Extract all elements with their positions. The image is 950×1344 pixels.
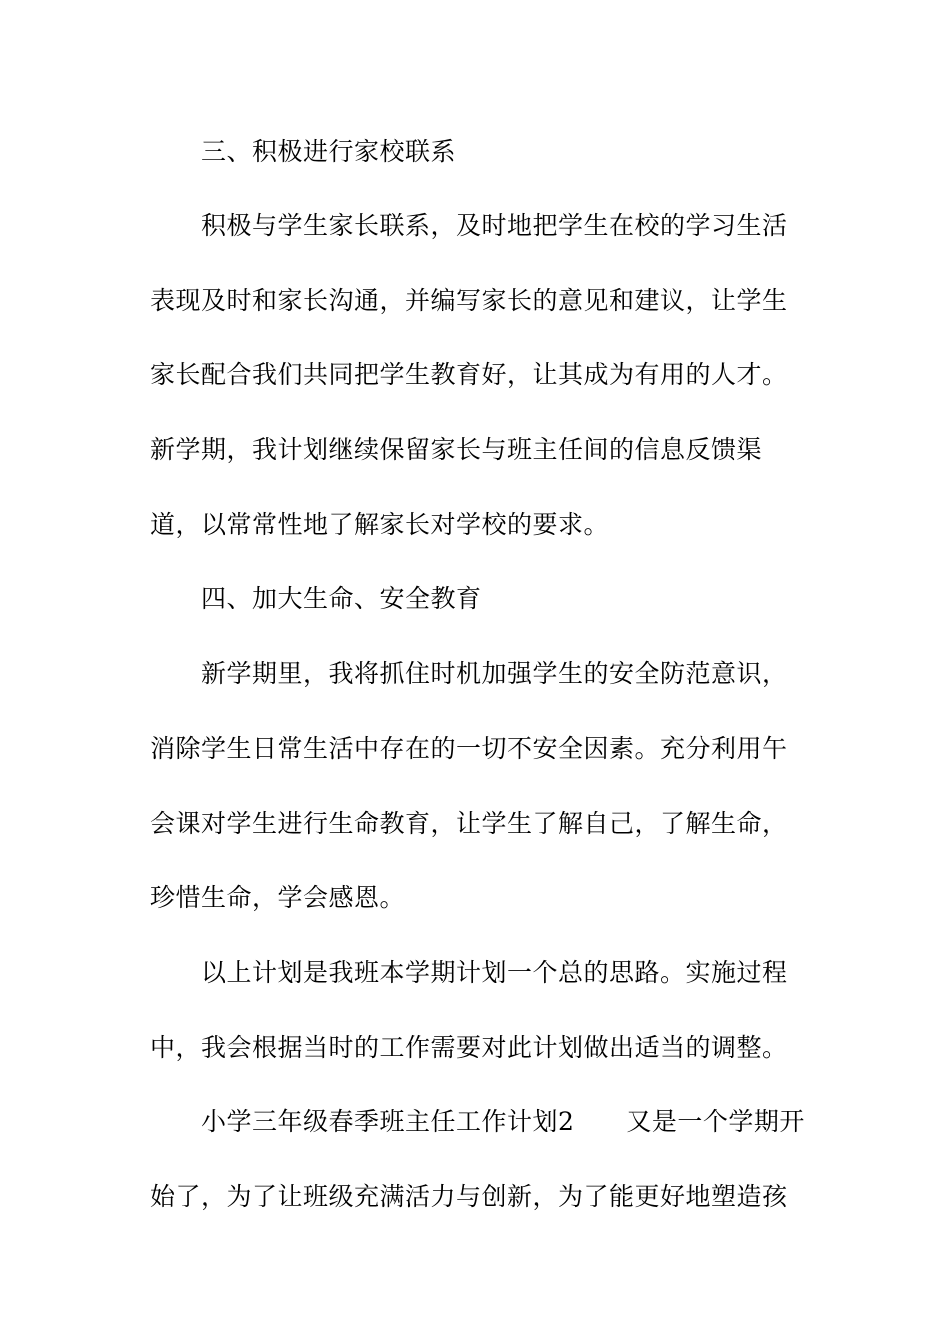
paragraph-line: 珍惜生命，学会感恩。: [150, 883, 406, 912]
section-heading-3: 三、积极进行家校联系: [201, 137, 457, 166]
paragraph-line: 表现及时和家长沟通，并编写家长的意见和建议，让学生: [150, 286, 788, 315]
paragraph-line: 中，我会根据当时的工作需要对此计划做出适当的调整。: [150, 1033, 788, 1062]
paragraph-text: 又是一个学期开: [626, 1107, 805, 1136]
document-title: 小学三年级春季班主任工作计划2: [201, 1107, 575, 1136]
paragraph-line: 消除学生日常生活中存在的一切不安全因素。充分利用午: [150, 734, 788, 763]
paragraph-line: 新学期，我计划继续保留家长与班主任间的信息反馈渠: [150, 435, 763, 464]
paragraph-line: 以上计划是我班本学期计划一个总的思路。实施过程: [201, 958, 788, 987]
paragraph-line: 家长配合我们共同把学生教育好，让其成为有用的人才。: [150, 360, 788, 389]
paragraph-line: 会课对学生进行生命教育，让学生了解自己，了解生命，: [150, 809, 788, 838]
paragraph-line: 始了，为了让班级充满活力与创新，为了能更好地塑造孩: [150, 1182, 788, 1211]
paragraph-line: 积极与学生家长联系，及时地把学生在校的学习生活: [201, 211, 788, 240]
paragraph-line: 新学期里，我将抓住时机加强学生的安全防范意识，: [201, 659, 788, 688]
section-heading-4: 四、加大生命、安全教育: [201, 584, 482, 613]
paragraph-line-with-title: [201, 1107, 805, 1137]
paragraph-line: 道，以常常性地了解家长对学校的要求。: [150, 510, 610, 539]
